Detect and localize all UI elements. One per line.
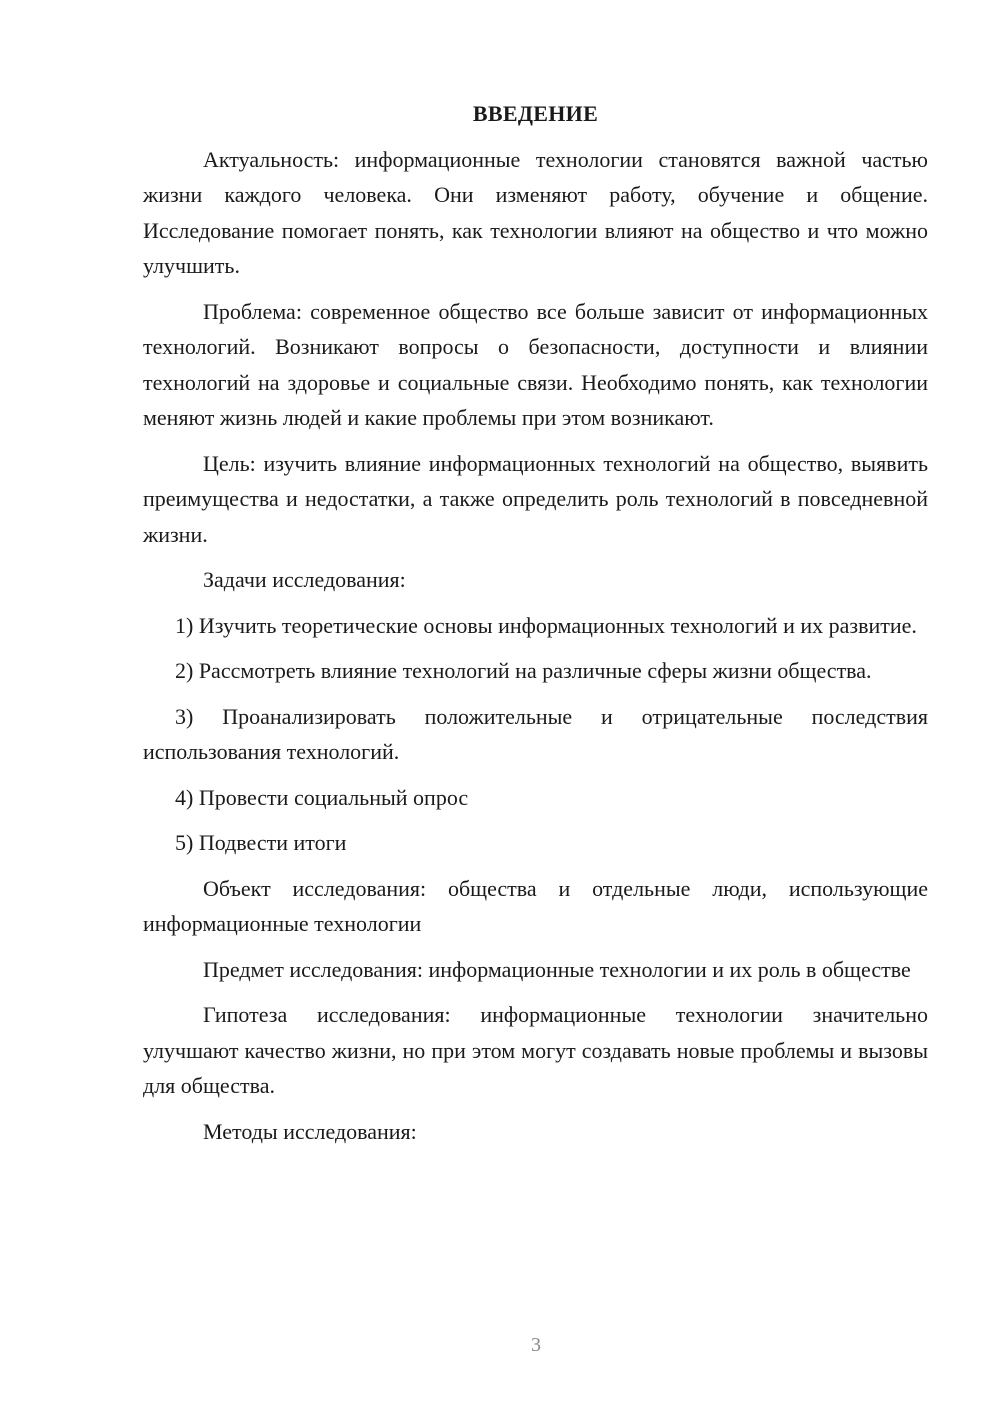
tasks-heading: Задачи исследования: (203, 567, 406, 592)
paragraph-problem: Проблема: современное общество все больше зависит от информационных технологий. Возникают вопросы о безопасности, доступности и влиянии технологий на здоровье и социальные связи. Необходимо понять, как технологии меняют жизнь людей и какие проблемы при этом возникают. (143, 298, 928, 430)
methods-heading: Методы исследования: (203, 1118, 417, 1144)
task-item-1: 1) Изучить теоретические основы информационных технологий и их развитие. (175, 612, 917, 638)
task-item-5: 5) Подвести итоги (175, 830, 347, 855)
paragraph-hypothesis: Гипотеза исследования: информационные технологии значительно улучшают качество жизни, но при этом могут создавать новые проблемы и вызовы для общества. (143, 1002, 928, 1098)
paragraph-object: Объект исследования: общества и отдельные люди, использующие информационные технологии (143, 875, 928, 936)
paragraph-subject: Предмет исследования: информационные технологии и их роль в обществе (203, 956, 911, 982)
paragraph-goal: Цель: изучить влияние информационных технологий на общество, выявить преимущества и недостатки, а также определить роль технологий в повседневной жизни. (143, 450, 928, 547)
page-number: 3 (531, 1334, 541, 1356)
task-item-3: 3) Проанализировать положительные и отрицательные последствия использования технологий. (143, 703, 928, 764)
section-title: ВВЕДЕНИЕ (472, 101, 599, 126)
paragraph-relevance: Актуальность: информационные технологии становятся важной частью жизни каждого человека. Они изменяют работу, обучение и общение. Исследование помогает понять, как технологии влияют на общество и что можно улучшить. (143, 146, 928, 278)
page-content (143, 96, 928, 1159)
task-item-4: 4) Провести социальный опрос (175, 784, 469, 810)
task-item-2: 2) Рассмотреть влияние технологий на различные сферы жизни общества. (175, 658, 872, 683)
